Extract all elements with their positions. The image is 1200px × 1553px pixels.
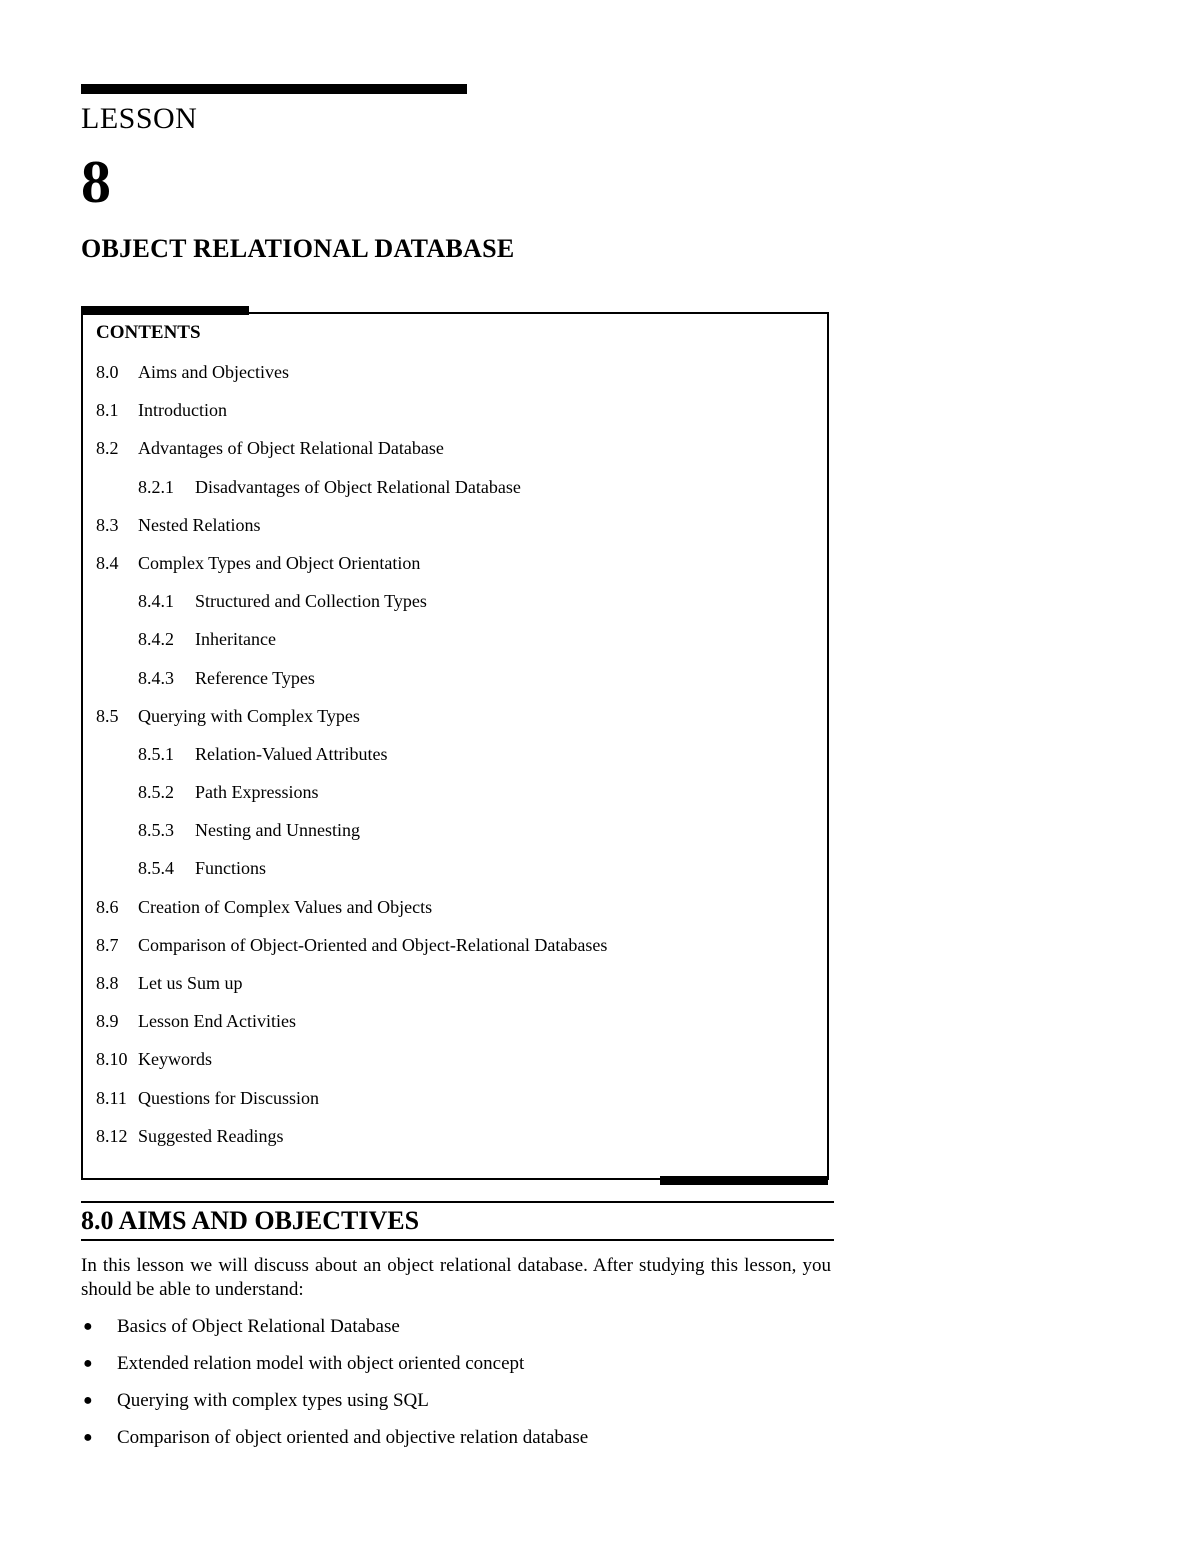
toc-item xyxy=(96,513,607,551)
bullet-dot-icon: ● xyxy=(83,1355,93,1372)
toc-item-number: 8.5.2 xyxy=(138,782,174,803)
toc-item xyxy=(96,780,607,818)
toc-item-label: Creation of Complex Values and Objects xyxy=(138,896,433,917)
toc-item-number: 8.9 xyxy=(96,1011,119,1032)
toc-item-number: 8.5.1 xyxy=(138,743,174,764)
bullet-dot-icon: ● xyxy=(83,1392,93,1409)
toc-item xyxy=(96,895,607,933)
lesson-label: LESSON xyxy=(81,102,198,135)
toc-item xyxy=(96,627,607,665)
section-heading: 8.0 AIMS AND OBJECTIVES xyxy=(81,1206,420,1235)
toc-item-number: 8.1 xyxy=(96,400,119,421)
toc-item xyxy=(96,704,607,742)
objective-item xyxy=(81,1389,588,1426)
lesson-number: 8 xyxy=(81,149,111,215)
toc-item-label: Reference Types xyxy=(195,667,315,688)
toc-item-label: Nesting and Unnesting xyxy=(195,820,360,841)
section-rule-bottom xyxy=(81,1239,834,1241)
objective-item xyxy=(81,1352,588,1389)
lesson-title: OBJECT RELATIONAL DATABASE xyxy=(81,234,515,263)
toc-item-number: 8.10 xyxy=(96,1049,128,1070)
toc-item xyxy=(96,398,607,436)
toc-item-label: Suggested Readings xyxy=(138,1125,284,1146)
toc-item-label: Inheritance xyxy=(195,629,276,650)
toc-item-label: Path Expressions xyxy=(195,782,319,803)
toc-item-number: 8.0 xyxy=(96,362,119,382)
toc-item xyxy=(96,1009,607,1047)
toc-item-number: 8.7 xyxy=(96,934,119,955)
toc-item xyxy=(96,856,607,894)
toc-item-label: Disadvantages of Object Relational Database xyxy=(195,476,521,497)
top-rule xyxy=(81,84,467,94)
toc-item-label: Questions for Discussion xyxy=(138,1087,319,1108)
toc-item-number: 8.2.1 xyxy=(138,476,174,497)
toc-item-number: 8.5 xyxy=(96,705,119,726)
toc-item xyxy=(96,818,607,856)
objective-text: Basics of Object Relational Database xyxy=(117,1316,400,1337)
toc-item-number: 8.5.4 xyxy=(138,858,174,879)
objectives-list xyxy=(81,1315,588,1463)
toc-item xyxy=(96,666,607,704)
contents-tab-bottom xyxy=(660,1176,828,1185)
toc-item-label: Complex Types and Object Orientation xyxy=(138,552,421,573)
toc-item-number: 8.8 xyxy=(96,973,119,993)
toc-item-label: Querying with Complex Types xyxy=(138,705,360,726)
toc-item-number: 8.4.2 xyxy=(138,629,174,650)
bullet-dot-icon: ● xyxy=(83,1318,93,1335)
toc-item-label: Advantages of Object Relational Database xyxy=(138,438,444,459)
toc-item xyxy=(96,1124,607,1162)
toc-item-label: Lesson End Activities xyxy=(138,1011,296,1032)
toc-item-number: 8.4.1 xyxy=(138,591,174,612)
toc-item xyxy=(96,1086,607,1124)
intro-paragraph: In this lesson we will discuss about an object relational database. After studying this lesson, you should be able to understand: xyxy=(81,1255,831,1300)
toc-item-label: Introduction xyxy=(138,400,227,421)
objective-item xyxy=(81,1315,588,1352)
objective-text: Extended relation model with object oriented concept xyxy=(117,1353,525,1374)
toc-item xyxy=(96,475,607,513)
objective-text: Querying with complex types using SQL xyxy=(117,1390,429,1411)
contents-heading: CONTENTS xyxy=(96,322,201,343)
toc-item xyxy=(96,933,607,971)
toc-item xyxy=(96,436,607,474)
toc-item-label: Let us Sum up xyxy=(138,973,243,993)
toc-item-label: Structured and Collection Types xyxy=(195,591,427,612)
toc-item xyxy=(96,360,607,398)
toc-item-number: 8.4 xyxy=(96,552,119,573)
toc-item-number: 8.11 xyxy=(96,1087,127,1108)
table-of-contents xyxy=(96,360,607,1162)
toc-item xyxy=(96,551,607,589)
bullet-dot-icon: ● xyxy=(83,1429,93,1446)
toc-item-number: 8.2 xyxy=(96,438,119,459)
toc-item xyxy=(96,1047,607,1085)
toc-item-label: Keywords xyxy=(138,1049,212,1070)
toc-item-number: 8.5.3 xyxy=(138,820,174,841)
toc-item-label: Aims and Objectives xyxy=(138,362,289,382)
objective-item xyxy=(81,1426,588,1463)
toc-item-label: Functions xyxy=(195,858,267,879)
toc-item xyxy=(96,742,607,780)
toc-item-label: Nested Relations xyxy=(138,514,261,535)
toc-item xyxy=(96,589,607,627)
section-rule-top xyxy=(81,1201,834,1203)
toc-item-label: Relation-Valued Attributes xyxy=(195,743,388,764)
toc-item xyxy=(96,971,607,1009)
toc-item-number: 8.4.3 xyxy=(138,667,174,688)
objective-text: Comparison of object oriented and objective relation database xyxy=(117,1427,589,1448)
toc-item-number: 8.12 xyxy=(96,1125,128,1146)
toc-item-label: Comparison of Object-Oriented and Object-Relational Databases xyxy=(138,934,608,955)
toc-item-number: 8.6 xyxy=(96,896,119,917)
toc-item-number: 8.3 xyxy=(96,514,119,535)
